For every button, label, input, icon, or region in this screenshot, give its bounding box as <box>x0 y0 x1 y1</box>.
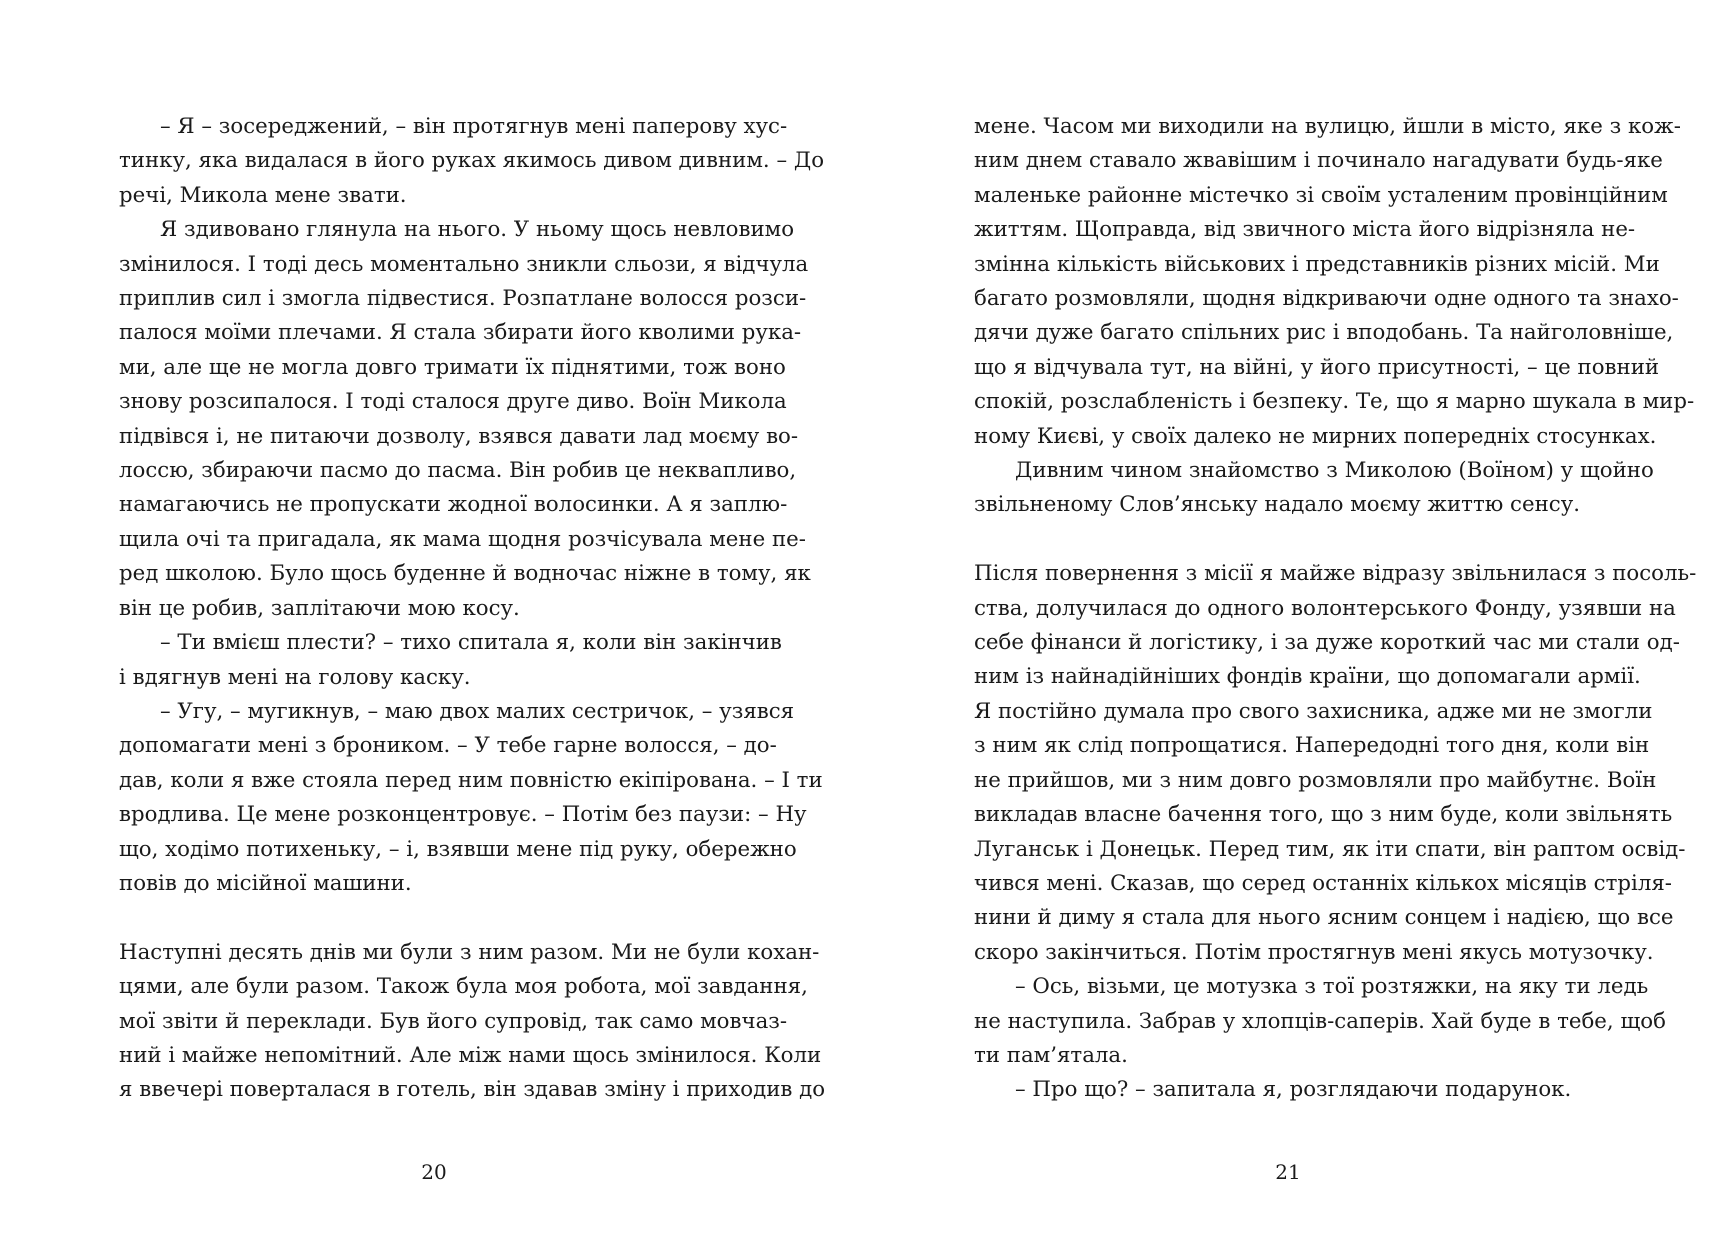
text-line: Після повернення з місії я майже відразу звільнилася з посоль- <box>974 561 1697 587</box>
text-line: викладав власне бачення того, що з ним буде, коли звільнять <box>974 802 1673 828</box>
text-line: багато розмовляли, щодня відкриваючи одне одного та знахо- <box>974 286 1679 312</box>
text-line: ному Києві, у своїх далеко не мирних попередніх стосунках. <box>974 423 1657 449</box>
text-line: ти пам’ятала. <box>974 1042 1128 1068</box>
text-line: не наступила. Забрав у хлопців-саперів. Хай буде в тебе, щоб <box>974 1008 1666 1034</box>
text-line: Я постійно думала про свого захисника, адже ми не змогли <box>974 698 1653 724</box>
text-line: не прийшов, ми з ним довго розмовляли про майбутнє. Воїн <box>974 767 1657 793</box>
text-line: мої звіти й переклади. Був його супровід, так само мовчаз- <box>119 1008 788 1034</box>
text-line: він це робив, заплітаючи мою косу. <box>119 595 520 621</box>
text-line: я ввечері поверталася в готель, він здавав зміну і приходив до <box>119 1077 826 1103</box>
text-line: ства, долучилася до одного волонтерського Фонду, узявши на <box>974 595 1676 621</box>
text-line: спокій, розслабленість і безпеку. Те, що я марно шукала в мир- <box>974 389 1695 415</box>
text-line: змінна кількість військових і представників різних місій. Ми <box>974 251 1660 277</box>
text-line: ним із найнадійніших фондів країни, що допомагали армії. <box>974 664 1641 690</box>
text-line: допомагати мені з броником. – У тебе гарне волосся, – до- <box>119 733 777 759</box>
text-line: ми, але ще не могла довго тримати їх піднятими, тож воно <box>119 354 786 380</box>
text-line: – Про що? – запитала я, розглядаючи подарунок. <box>1015 1077 1572 1103</box>
text-line: приплив сил і змогла підвестися. Розпатлане волосся розси- <box>119 286 807 312</box>
text-line: вродлива. Це мене розконцентровує. – Потім без паузи: – Ну <box>119 802 807 828</box>
left-page <box>0 0 856 1258</box>
text-line: життям. Щоправда, від звичного міста його відрізняла не- <box>974 217 1636 243</box>
left-page-text <box>119 110 826 1108</box>
text-line: – Угу, – мугикнув, – маю двох малих сестричок, – узявся <box>160 698 795 724</box>
text-line: дав, коли я вже стояла перед ним повністю екіпірована. – І ти <box>119 767 823 793</box>
text-line: ред школою. Було щось буденне й водночас ніжне в тому, як <box>119 561 811 587</box>
right-page-text <box>974 110 1697 1108</box>
text-line: речі, Микола мене звати. <box>119 182 407 208</box>
text-line: маленьке районне містечко зі своїм усталеним провінційним <box>974 182 1668 208</box>
text-line: повів до місійної машини. <box>119 870 412 896</box>
text-line: з ним як слід попрощатися. Напередодні того дня, коли він <box>974 733 1650 759</box>
text-line: тинку, яка видалася в його руках якимось дивом дивним. – До <box>119 148 825 174</box>
section-break <box>974 523 1606 557</box>
text-line: нини й диму я стала для нього ясним сонцем і надією, що все <box>974 905 1674 931</box>
text-line: Дивним чином знайомство з Миколою (Воїном) у щойно <box>1015 458 1654 484</box>
text-line: Наступні десять днів ми були з ним разом. Ми не були кохан- <box>119 939 820 965</box>
section-break <box>119 901 751 935</box>
text-line: чився мені. Сказав, що серед останніх кількох місяців стріля- <box>974 870 1672 896</box>
text-line: підвівся і, не питаючи дозволу, взявся давати лад моєму во- <box>119 423 799 449</box>
text-line: – Ти вмієш плести? – тихо спитала я, коли він закінчив <box>160 630 782 656</box>
page-number: 20 <box>421 1160 447 1184</box>
text-line: – Ось, візьми, це мотузка з тої розтяжки, на яку ти ледь <box>1015 974 1649 1000</box>
text-line: Луганськ і Донецьк. Перед тим, як іти спати, він раптом освід- <box>974 836 1686 862</box>
text-line: що, ходімо потихеньку, – і, взявши мене під руку, обережно <box>119 836 797 862</box>
text-line: – Я – зосереджений, – він протягнув мені паперову хус- <box>160 114 788 139</box>
text-line: скоро закінчиться. Потім простягнув мені якусь мотузочку. <box>974 939 1654 965</box>
text-line: звільненому Слов’янську надало моєму життю сенсу. <box>974 492 1581 518</box>
page-number: 21 <box>1275 1160 1301 1184</box>
text-line: змінилося. І тоді десь моментально зникли сльози, я відчула <box>119 251 809 277</box>
text-line: палося моїми плечами. Я стала збирати його кволими рука- <box>119 320 802 346</box>
text-line: знову розсипалося. І тоді сталося друге диво. Воїн Микола <box>119 389 787 415</box>
text-line: намагаючись не пропускати жодної волосинки. А я заплю- <box>119 492 788 518</box>
text-line: щила очі та пригадала, як мама щодня розчісувала мене пе- <box>119 526 806 552</box>
text-line: цями, але були разом. Також була моя робота, мої завдання, <box>119 974 808 1000</box>
right-page <box>856 0 1713 1258</box>
text-line: дячи дуже багато спільних рис і вподобань. Та найголовніше, <box>974 320 1674 346</box>
text-line: лоссю, збираючи пасмо до пасма. Він робив це неквапливо, <box>119 458 797 484</box>
text-line: ний і майже непомітний. Але між нами щось змінилося. Коли <box>119 1042 822 1068</box>
text-line: мене. Часом ми виходили на вулицю, йшли в місто, яке з кож- <box>974 114 1681 139</box>
text-line: себе фінанси й логістику, і за дуже короткий час ми стали од- <box>974 630 1680 656</box>
text-line: і вдягнув мені на голову каску. <box>119 664 471 690</box>
text-line: Я здивовано глянула на нього. У ньому щось невловимо <box>160 217 795 243</box>
text-line: що я відчувала тут, на війні, у його присутності, – це повний <box>974 354 1660 380</box>
text-line: ним днем ставало жвавішим і починало нагадувати будь-яке <box>974 148 1663 174</box>
